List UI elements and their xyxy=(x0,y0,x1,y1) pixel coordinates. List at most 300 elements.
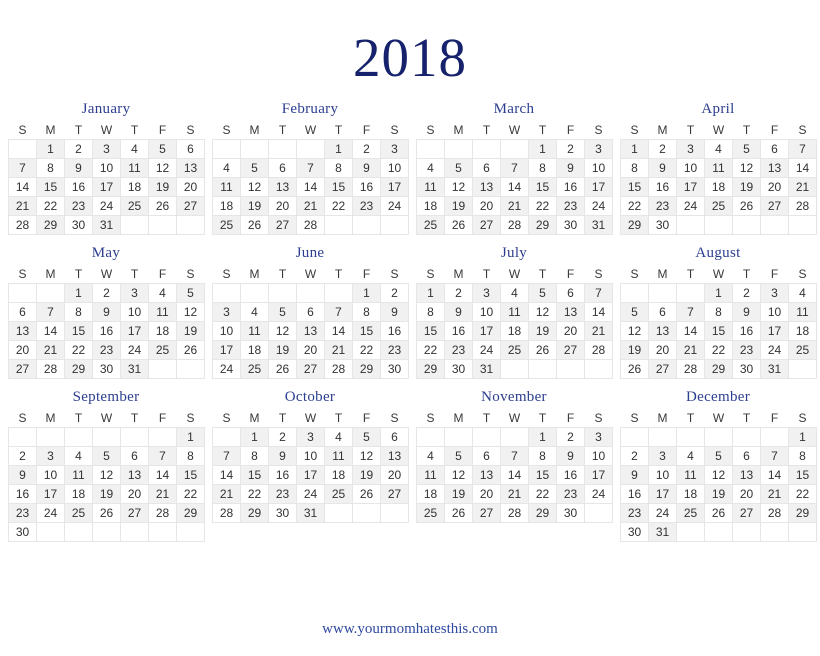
day-cell[interactable]: 28 xyxy=(761,504,789,523)
day-cell[interactable]: 6 xyxy=(473,159,501,178)
day-cell[interactable]: 10 xyxy=(677,159,705,178)
day-cell[interactable]: 5 xyxy=(269,303,297,322)
day-cell[interactable]: 24 xyxy=(213,360,241,379)
day-cell[interactable]: 14 xyxy=(761,466,789,485)
day-cell[interactable]: 13 xyxy=(557,303,585,322)
day-cell[interactable]: 31 xyxy=(649,523,677,542)
day-cell[interactable]: 9 xyxy=(269,447,297,466)
day-cell[interactable]: 17 xyxy=(381,178,409,197)
day-cell[interactable]: 27 xyxy=(269,216,297,235)
day-cell[interactable]: 28 xyxy=(213,504,241,523)
day-cell[interactable]: 17 xyxy=(649,485,677,504)
day-cell[interactable]: 12 xyxy=(445,466,473,485)
day-cell[interactable]: 4 xyxy=(789,284,817,303)
day-cell[interactable]: 4 xyxy=(325,428,353,447)
day-cell[interactable]: 24 xyxy=(37,504,65,523)
day-cell[interactable]: 19 xyxy=(621,341,649,360)
day-cell[interactable]: 3 xyxy=(213,303,241,322)
day-cell[interactable]: 12 xyxy=(733,159,761,178)
day-cell[interactable]: 17 xyxy=(213,341,241,360)
day-cell[interactable]: 5 xyxy=(353,428,381,447)
day-cell[interactable]: 23 xyxy=(381,341,409,360)
day-cell[interactable]: 15 xyxy=(417,322,445,341)
day-cell[interactable]: 21 xyxy=(677,341,705,360)
day-cell[interactable]: 12 xyxy=(529,303,557,322)
day-cell[interactable]: 28 xyxy=(789,197,817,216)
day-cell[interactable]: 29 xyxy=(705,360,733,379)
day-cell[interactable]: 6 xyxy=(649,303,677,322)
day-cell[interactable]: 24 xyxy=(473,341,501,360)
day-cell[interactable]: 9 xyxy=(9,466,37,485)
day-cell[interactable]: 29 xyxy=(353,360,381,379)
day-cell[interactable]: 4 xyxy=(121,140,149,159)
day-cell[interactable]: 16 xyxy=(269,466,297,485)
day-cell[interactable]: 13 xyxy=(649,322,677,341)
day-cell[interactable]: 15 xyxy=(177,466,205,485)
day-cell[interactable]: 1 xyxy=(177,428,205,447)
day-cell[interactable]: 5 xyxy=(445,447,473,466)
day-cell[interactable]: 14 xyxy=(677,322,705,341)
day-cell[interactable]: 11 xyxy=(213,178,241,197)
day-cell[interactable]: 19 xyxy=(149,178,177,197)
day-cell[interactable]: 27 xyxy=(297,360,325,379)
day-cell[interactable]: 8 xyxy=(65,303,93,322)
day-cell[interactable]: 22 xyxy=(705,341,733,360)
day-cell[interactable]: 6 xyxy=(121,447,149,466)
day-cell[interactable]: 3 xyxy=(585,140,613,159)
day-cell[interactable]: 6 xyxy=(473,447,501,466)
day-cell[interactable]: 15 xyxy=(37,178,65,197)
day-cell[interactable]: 15 xyxy=(705,322,733,341)
day-cell[interactable]: 31 xyxy=(93,216,121,235)
day-cell[interactable]: 10 xyxy=(37,466,65,485)
day-cell[interactable]: 21 xyxy=(9,197,37,216)
day-cell[interactable]: 19 xyxy=(93,485,121,504)
day-cell[interactable]: 27 xyxy=(473,504,501,523)
day-cell[interactable]: 24 xyxy=(93,197,121,216)
day-cell[interactable]: 19 xyxy=(445,197,473,216)
day-cell[interactable]: 13 xyxy=(473,178,501,197)
day-cell[interactable]: 10 xyxy=(213,322,241,341)
day-cell[interactable]: 26 xyxy=(177,341,205,360)
day-cell[interactable]: 9 xyxy=(733,303,761,322)
day-cell[interactable]: 21 xyxy=(149,485,177,504)
day-cell[interactable]: 25 xyxy=(705,197,733,216)
day-cell[interactable]: 26 xyxy=(445,504,473,523)
day-cell[interactable]: 14 xyxy=(149,466,177,485)
day-cell[interactable]: 11 xyxy=(325,447,353,466)
day-cell[interactable]: 21 xyxy=(501,485,529,504)
day-cell[interactable]: 15 xyxy=(241,466,269,485)
day-cell[interactable]: 12 xyxy=(269,322,297,341)
day-cell[interactable]: 3 xyxy=(585,428,613,447)
day-cell[interactable]: 11 xyxy=(789,303,817,322)
day-cell[interactable]: 8 xyxy=(529,447,557,466)
day-cell[interactable]: 16 xyxy=(445,322,473,341)
day-cell[interactable]: 4 xyxy=(501,284,529,303)
day-cell[interactable]: 28 xyxy=(677,360,705,379)
day-cell[interactable]: 27 xyxy=(381,485,409,504)
day-cell[interactable]: 8 xyxy=(241,447,269,466)
day-cell[interactable]: 25 xyxy=(241,360,269,379)
day-cell[interactable]: 28 xyxy=(325,360,353,379)
day-cell[interactable]: 30 xyxy=(557,504,585,523)
day-cell[interactable]: 8 xyxy=(789,447,817,466)
day-cell[interactable]: 20 xyxy=(381,466,409,485)
day-cell[interactable]: 23 xyxy=(621,504,649,523)
day-cell[interactable]: 8 xyxy=(37,159,65,178)
day-cell[interactable]: 8 xyxy=(529,159,557,178)
day-cell[interactable]: 25 xyxy=(65,504,93,523)
day-cell[interactable]: 12 xyxy=(241,178,269,197)
day-cell[interactable]: 22 xyxy=(241,485,269,504)
day-cell[interactable]: 16 xyxy=(353,178,381,197)
day-cell[interactable]: 14 xyxy=(501,466,529,485)
day-cell[interactable]: 24 xyxy=(761,341,789,360)
day-cell[interactable]: 17 xyxy=(297,466,325,485)
day-cell[interactable]: 27 xyxy=(121,504,149,523)
day-cell[interactable]: 1 xyxy=(325,140,353,159)
day-cell[interactable]: 11 xyxy=(65,466,93,485)
day-cell[interactable]: 14 xyxy=(297,178,325,197)
day-cell[interactable]: 30 xyxy=(9,523,37,542)
day-cell[interactable]: 8 xyxy=(705,303,733,322)
day-cell[interactable]: 22 xyxy=(353,341,381,360)
day-cell[interactable]: 6 xyxy=(177,140,205,159)
day-cell[interactable]: 2 xyxy=(649,140,677,159)
day-cell[interactable]: 5 xyxy=(93,447,121,466)
day-cell[interactable]: 1 xyxy=(621,140,649,159)
day-cell[interactable]: 29 xyxy=(621,216,649,235)
day-cell[interactable]: 2 xyxy=(269,428,297,447)
day-cell[interactable]: 24 xyxy=(121,341,149,360)
day-cell[interactable]: 8 xyxy=(417,303,445,322)
day-cell[interactable]: 15 xyxy=(789,466,817,485)
day-cell[interactable]: 18 xyxy=(705,178,733,197)
day-cell[interactable]: 21 xyxy=(789,178,817,197)
day-cell[interactable]: 18 xyxy=(241,341,269,360)
day-cell[interactable]: 1 xyxy=(789,428,817,447)
day-cell[interactable]: 18 xyxy=(121,178,149,197)
day-cell[interactable]: 2 xyxy=(9,447,37,466)
day-cell[interactable]: 18 xyxy=(213,197,241,216)
day-cell[interactable]: 31 xyxy=(585,216,613,235)
day-cell[interactable]: 12 xyxy=(93,466,121,485)
day-cell[interactable]: 9 xyxy=(65,159,93,178)
day-cell[interactable]: 4 xyxy=(417,447,445,466)
day-cell[interactable]: 29 xyxy=(241,504,269,523)
day-cell[interactable]: 27 xyxy=(177,197,205,216)
day-cell[interactable]: 19 xyxy=(529,322,557,341)
day-cell[interactable]: 4 xyxy=(241,303,269,322)
day-cell[interactable]: 15 xyxy=(529,178,557,197)
day-cell[interactable]: 10 xyxy=(649,466,677,485)
day-cell[interactable]: 20 xyxy=(269,197,297,216)
day-cell[interactable]: 5 xyxy=(621,303,649,322)
day-cell[interactable]: 18 xyxy=(501,322,529,341)
day-cell[interactable]: 28 xyxy=(149,504,177,523)
day-cell[interactable]: 26 xyxy=(269,360,297,379)
day-cell[interactable]: 30 xyxy=(269,504,297,523)
day-cell[interactable]: 7 xyxy=(297,159,325,178)
day-cell[interactable]: 22 xyxy=(37,197,65,216)
day-cell[interactable]: 20 xyxy=(177,178,205,197)
day-cell[interactable]: 11 xyxy=(705,159,733,178)
day-cell[interactable]: 14 xyxy=(37,322,65,341)
day-cell[interactable]: 23 xyxy=(445,341,473,360)
day-cell[interactable]: 20 xyxy=(297,341,325,360)
day-cell[interactable]: 6 xyxy=(733,447,761,466)
day-cell[interactable]: 20 xyxy=(733,485,761,504)
day-cell[interactable]: 17 xyxy=(121,322,149,341)
day-cell[interactable]: 2 xyxy=(65,140,93,159)
day-cell[interactable]: 27 xyxy=(649,360,677,379)
day-cell[interactable]: 22 xyxy=(789,485,817,504)
day-cell[interactable]: 7 xyxy=(149,447,177,466)
day-cell[interactable]: 13 xyxy=(761,159,789,178)
day-cell[interactable]: 26 xyxy=(93,504,121,523)
day-cell[interactable]: 26 xyxy=(529,341,557,360)
day-cell[interactable]: 1 xyxy=(417,284,445,303)
day-cell[interactable]: 1 xyxy=(529,140,557,159)
day-cell[interactable]: 10 xyxy=(585,447,613,466)
day-cell[interactable]: 5 xyxy=(705,447,733,466)
day-cell[interactable]: 18 xyxy=(417,197,445,216)
day-cell[interactable]: 14 xyxy=(213,466,241,485)
day-cell[interactable]: 16 xyxy=(557,178,585,197)
day-cell[interactable]: 23 xyxy=(649,197,677,216)
day-cell[interactable]: 21 xyxy=(501,197,529,216)
day-cell[interactable]: 21 xyxy=(213,485,241,504)
day-cell[interactable]: 9 xyxy=(445,303,473,322)
day-cell[interactable]: 7 xyxy=(325,303,353,322)
day-cell[interactable]: 7 xyxy=(677,303,705,322)
day-cell[interactable]: 1 xyxy=(241,428,269,447)
day-cell[interactable]: 16 xyxy=(9,485,37,504)
day-cell[interactable]: 9 xyxy=(353,159,381,178)
day-cell[interactable]: 12 xyxy=(353,447,381,466)
day-cell[interactable]: 21 xyxy=(325,341,353,360)
day-cell[interactable]: 16 xyxy=(65,178,93,197)
day-cell[interactable]: 23 xyxy=(9,504,37,523)
day-cell[interactable]: 26 xyxy=(149,197,177,216)
day-cell[interactable]: 9 xyxy=(557,159,585,178)
day-cell[interactable]: 31 xyxy=(473,360,501,379)
day-cell[interactable]: 7 xyxy=(501,159,529,178)
day-cell[interactable]: 27 xyxy=(761,197,789,216)
day-cell[interactable]: 24 xyxy=(297,485,325,504)
day-cell[interactable]: 28 xyxy=(297,216,325,235)
day-cell[interactable]: 22 xyxy=(325,197,353,216)
day-cell[interactable]: 28 xyxy=(585,341,613,360)
day-cell[interactable]: 15 xyxy=(529,466,557,485)
day-cell[interactable]: 21 xyxy=(585,322,613,341)
day-cell[interactable]: 4 xyxy=(65,447,93,466)
day-cell[interactable]: 18 xyxy=(677,485,705,504)
day-cell[interactable]: 8 xyxy=(621,159,649,178)
day-cell[interactable]: 4 xyxy=(149,284,177,303)
day-cell[interactable]: 23 xyxy=(733,341,761,360)
day-cell[interactable]: 21 xyxy=(37,341,65,360)
day-cell[interactable]: 13 xyxy=(733,466,761,485)
day-cell[interactable]: 14 xyxy=(585,303,613,322)
day-cell[interactable]: 11 xyxy=(417,466,445,485)
day-cell[interactable]: 7 xyxy=(761,447,789,466)
day-cell[interactable]: 15 xyxy=(325,178,353,197)
day-cell[interactable]: 28 xyxy=(501,216,529,235)
day-cell[interactable]: 10 xyxy=(93,159,121,178)
day-cell[interactable]: 3 xyxy=(381,140,409,159)
day-cell[interactable]: 22 xyxy=(621,197,649,216)
day-cell[interactable]: 4 xyxy=(213,159,241,178)
day-cell[interactable]: 27 xyxy=(557,341,585,360)
day-cell[interactable]: 9 xyxy=(621,466,649,485)
day-cell[interactable]: 23 xyxy=(557,197,585,216)
day-cell[interactable]: 27 xyxy=(9,360,37,379)
day-cell[interactable]: 12 xyxy=(445,178,473,197)
day-cell[interactable]: 15 xyxy=(621,178,649,197)
day-cell[interactable]: 18 xyxy=(149,322,177,341)
day-cell[interactable]: 2 xyxy=(381,284,409,303)
day-cell[interactable]: 2 xyxy=(733,284,761,303)
day-cell[interactable]: 24 xyxy=(649,504,677,523)
day-cell[interactable]: 4 xyxy=(417,159,445,178)
day-cell[interactable]: 17 xyxy=(473,322,501,341)
day-cell[interactable]: 28 xyxy=(9,216,37,235)
day-cell[interactable]: 26 xyxy=(733,197,761,216)
day-cell[interactable]: 5 xyxy=(445,159,473,178)
day-cell[interactable]: 11 xyxy=(417,178,445,197)
day-cell[interactable]: 1 xyxy=(37,140,65,159)
day-cell[interactable]: 25 xyxy=(121,197,149,216)
day-cell[interactable]: 25 xyxy=(501,341,529,360)
day-cell[interactable]: 4 xyxy=(705,140,733,159)
day-cell[interactable]: 19 xyxy=(445,485,473,504)
day-cell[interactable]: 10 xyxy=(121,303,149,322)
day-cell[interactable]: 27 xyxy=(473,216,501,235)
day-cell[interactable]: 13 xyxy=(9,322,37,341)
day-cell[interactable]: 23 xyxy=(65,197,93,216)
day-cell[interactable]: 12 xyxy=(177,303,205,322)
day-cell[interactable]: 10 xyxy=(297,447,325,466)
website-link[interactable]: www.yourmomhatesthis.com xyxy=(322,621,498,637)
day-cell[interactable]: 30 xyxy=(93,360,121,379)
day-cell[interactable]: 18 xyxy=(65,485,93,504)
day-cell[interactable]: 14 xyxy=(501,178,529,197)
day-cell[interactable]: 15 xyxy=(65,322,93,341)
day-cell[interactable]: 10 xyxy=(473,303,501,322)
day-cell[interactable]: 23 xyxy=(353,197,381,216)
day-cell[interactable]: 9 xyxy=(381,303,409,322)
day-cell[interactable]: 13 xyxy=(177,159,205,178)
day-cell[interactable]: 16 xyxy=(381,322,409,341)
day-cell[interactable]: 17 xyxy=(37,485,65,504)
day-cell[interactable]: 9 xyxy=(649,159,677,178)
day-cell[interactable]: 24 xyxy=(585,197,613,216)
day-cell[interactable]: 17 xyxy=(585,178,613,197)
day-cell[interactable]: 3 xyxy=(649,447,677,466)
day-cell[interactable]: 6 xyxy=(269,159,297,178)
day-cell[interactable]: 12 xyxy=(705,466,733,485)
day-cell[interactable]: 8 xyxy=(177,447,205,466)
day-cell[interactable]: 11 xyxy=(677,466,705,485)
day-cell[interactable]: 15 xyxy=(353,322,381,341)
day-cell[interactable]: 3 xyxy=(677,140,705,159)
day-cell[interactable]: 2 xyxy=(353,140,381,159)
day-cell[interactable]: 30 xyxy=(65,216,93,235)
day-cell[interactable]: 31 xyxy=(761,360,789,379)
day-cell[interactable]: 26 xyxy=(705,504,733,523)
day-cell[interactable]: 29 xyxy=(789,504,817,523)
day-cell[interactable]: 30 xyxy=(445,360,473,379)
day-cell[interactable]: 20 xyxy=(473,485,501,504)
day-cell[interactable]: 20 xyxy=(473,197,501,216)
day-cell[interactable]: 26 xyxy=(445,216,473,235)
day-cell[interactable]: 7 xyxy=(501,447,529,466)
day-cell[interactable]: 18 xyxy=(789,322,817,341)
day-cell[interactable]: 31 xyxy=(297,504,325,523)
day-cell[interactable]: 11 xyxy=(241,322,269,341)
day-cell[interactable]: 23 xyxy=(557,485,585,504)
day-cell[interactable]: 17 xyxy=(585,466,613,485)
day-cell[interactable]: 19 xyxy=(241,197,269,216)
day-cell[interactable]: 2 xyxy=(93,284,121,303)
day-cell[interactable]: 23 xyxy=(93,341,121,360)
day-cell[interactable]: 29 xyxy=(529,216,557,235)
day-cell[interactable]: 3 xyxy=(473,284,501,303)
day-cell[interactable]: 7 xyxy=(585,284,613,303)
day-cell[interactable]: 7 xyxy=(789,140,817,159)
day-cell[interactable]: 28 xyxy=(501,504,529,523)
day-cell[interactable]: 7 xyxy=(37,303,65,322)
day-cell[interactable]: 8 xyxy=(353,303,381,322)
day-cell[interactable]: 22 xyxy=(65,341,93,360)
day-cell[interactable]: 22 xyxy=(529,485,557,504)
day-cell[interactable]: 14 xyxy=(789,159,817,178)
day-cell[interactable]: 25 xyxy=(149,341,177,360)
day-cell[interactable]: 18 xyxy=(325,466,353,485)
day-cell[interactable]: 10 xyxy=(381,159,409,178)
day-cell[interactable]: 8 xyxy=(325,159,353,178)
day-cell[interactable]: 26 xyxy=(241,216,269,235)
day-cell[interactable]: 2 xyxy=(445,284,473,303)
day-cell[interactable]: 1 xyxy=(353,284,381,303)
day-cell[interactable]: 13 xyxy=(381,447,409,466)
day-cell[interactable]: 13 xyxy=(473,466,501,485)
day-cell[interactable]: 25 xyxy=(213,216,241,235)
day-cell[interactable]: 9 xyxy=(93,303,121,322)
day-cell[interactable]: 29 xyxy=(177,504,205,523)
day-cell[interactable]: 29 xyxy=(65,360,93,379)
day-cell[interactable]: 6 xyxy=(557,284,585,303)
day-cell[interactable]: 14 xyxy=(9,178,37,197)
day-cell[interactable]: 10 xyxy=(585,159,613,178)
day-cell[interactable]: 25 xyxy=(677,504,705,523)
day-cell[interactable]: 20 xyxy=(649,341,677,360)
day-cell[interactable]: 22 xyxy=(177,485,205,504)
day-cell[interactable]: 20 xyxy=(557,322,585,341)
day-cell[interactable]: 18 xyxy=(417,485,445,504)
day-cell[interactable]: 2 xyxy=(621,447,649,466)
day-cell[interactable]: 16 xyxy=(557,466,585,485)
day-cell[interactable]: 1 xyxy=(705,284,733,303)
day-cell[interactable]: 5 xyxy=(733,140,761,159)
day-cell[interactable]: 27 xyxy=(733,504,761,523)
day-cell[interactable]: 11 xyxy=(121,159,149,178)
day-cell[interactable]: 11 xyxy=(149,303,177,322)
day-cell[interactable]: 28 xyxy=(37,360,65,379)
day-cell[interactable]: 11 xyxy=(501,303,529,322)
